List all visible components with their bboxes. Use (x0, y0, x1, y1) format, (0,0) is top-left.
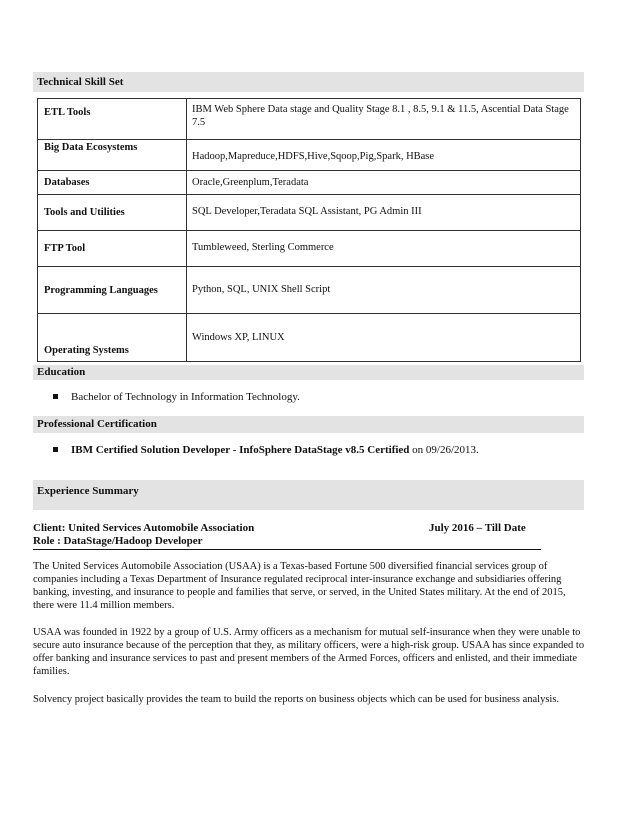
experience-paragraph: USAA was founded in 1922 by a group of U.S. Army officers as a mechanism for mutual self-insurance when they were unable to secure auto insurance because of the perception that they, as military officers, were a high-risk group. USAA has since expanded to offer banking and insurance services to past and present members of the Armed Forces, officers and enlisted, and their immediate families. (33, 627, 585, 677)
education-section-heading (33, 365, 584, 380)
skill-label: ETL Tools (38, 99, 187, 140)
skill-value: IBM Web Sphere Data stage and Quality Stage 8.1 , 8.5, 9.1 & 11.5, Ascential Data Stage 7.5 (187, 99, 581, 140)
skill-label: Programming Languages (38, 267, 187, 314)
table-row (38, 140, 581, 171)
skill-label: Tools and Utilities (38, 195, 187, 231)
table-row (38, 99, 581, 140)
certification-date: on 09/26/2013. (409, 444, 479, 456)
certification-title: IBM Certified Solution Developer - InfoSphere DataStage v8.5 Certified (71, 444, 410, 456)
experience-paragraph: Solvency project basically provides the team to build the reports on business objects which can be used for business analysis. (33, 694, 560, 705)
role-title: Role : DataStage/Hadoop Developer (33, 535, 203, 547)
table-row (38, 171, 581, 195)
client-name: Client: United Services Automobile Association (33, 522, 255, 534)
experience-paragraph: The United Services Automobile Association (USAA) is a Texas-based Fortune 500 diversified financial services group of companies including a Texas Department of Insurance regulated reciprocal inter-insurance exchange and subsidiaries offering banking, investing, and insurance to people and families that serve, or served, in the United States military. At the end of 2015, there were 11.4 million members. (33, 561, 566, 611)
skill-label: Databases (38, 171, 187, 195)
bullet-icon (53, 394, 58, 399)
employment-dates: July 2016 – Till Date (429, 522, 526, 534)
skills-section-heading (33, 72, 584, 92)
skill-label: Operating Systems (38, 314, 187, 362)
skills-table (37, 98, 581, 362)
certification-list-item (53, 444, 479, 456)
divider (33, 549, 541, 550)
bullet-icon (53, 447, 58, 452)
table-row (38, 195, 581, 231)
skill-value: Windows XP, LINUX (187, 314, 581, 362)
education-degree: Bachelor of Technology in Information Technology. (71, 391, 300, 403)
skill-value: Tumbleweed, Sterling Commerce (187, 231, 581, 267)
table-row (38, 231, 581, 267)
experience-section-heading (33, 480, 584, 510)
skill-label: FTP Tool (38, 231, 187, 267)
certification-heading-text: Professional Certification (37, 418, 157, 430)
certification-section-heading (33, 416, 584, 433)
skill-value: Python, SQL, UNIX Shell Script (187, 267, 581, 314)
experience-heading-text: Experience Summary (37, 485, 139, 497)
skill-value: Oracle,Greenplum,Teradata (187, 171, 581, 195)
table-row (38, 314, 581, 362)
skill-value: SQL Developer,Teradata SQL Assistant, PG Admin III (187, 195, 581, 231)
education-list-item (53, 391, 300, 403)
education-heading-text: Education (37, 366, 86, 378)
skill-value: Hadoop,Mapreduce,HDFS,Hive,Sqoop,Pig,Spark, HBase (187, 140, 581, 171)
skill-label: Big Data Ecosystems (38, 140, 187, 171)
skills-heading-text: Technical Skill Set (37, 76, 124, 88)
table-row (38, 267, 581, 314)
